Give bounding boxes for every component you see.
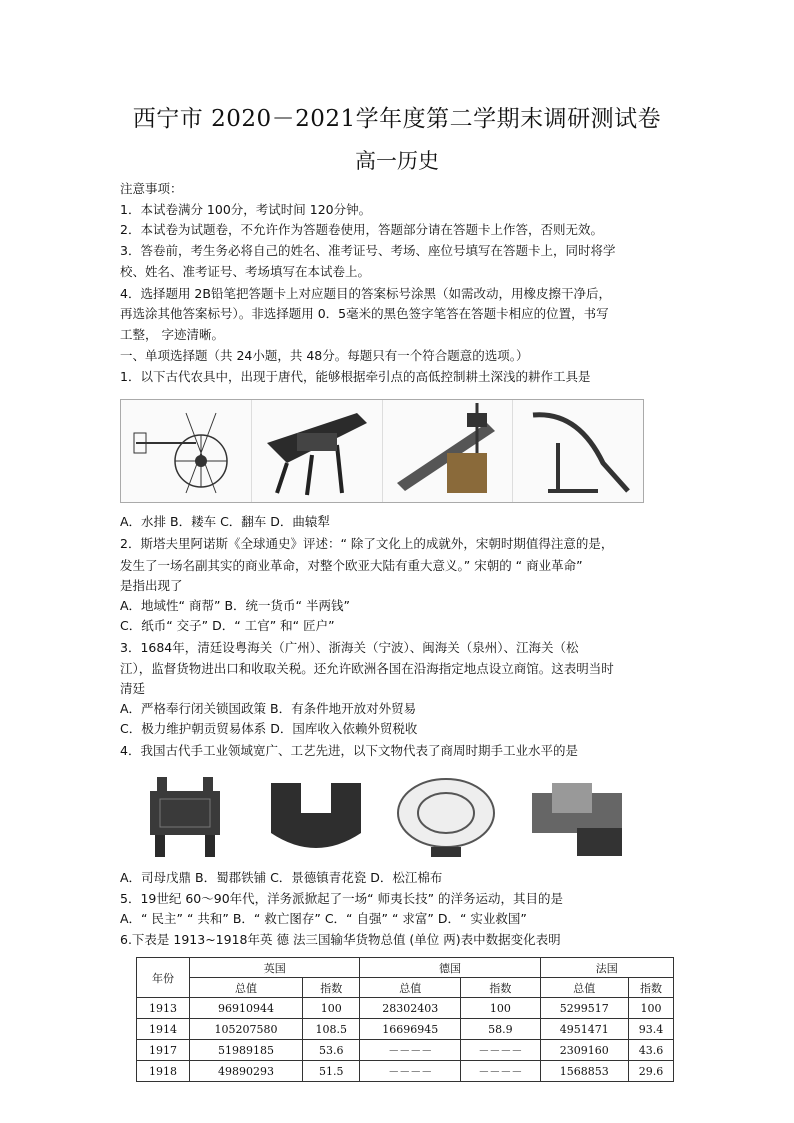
table-cell: 29.6 — [628, 1061, 673, 1082]
q1-image-row — [120, 399, 644, 503]
question-2-option: C．纸币“ 交子” D．“ 工官” 和“ 匠户” — [120, 618, 335, 633]
notice-line: 3．答卷前，考生务必将自己的姓名、准考证号、考场、座位号填写在答题卡上，同时将学 — [120, 243, 616, 258]
table-cell: 51989185 — [190, 1040, 303, 1061]
table-cell: 1913 — [137, 998, 190, 1019]
iron-tool-image — [251, 771, 382, 861]
table-cell: 43.6 — [628, 1040, 673, 1061]
section-title: 一、单项选择题（共 24小题，共 48分。每题只有一个符合题意的选项。） — [120, 348, 529, 363]
table-cell: －－－－ — [461, 1061, 540, 1082]
table-cell: 100 — [461, 998, 540, 1019]
sub-header: 总值 — [190, 978, 303, 998]
water-wheel-image — [121, 400, 252, 502]
table-cell: 4951471 — [540, 1019, 628, 1040]
table-cell: －－－－ — [461, 1040, 540, 1061]
question-5-options: A．“ 民主” “ 共和” B．“ 救亡图存” C．“ 自强” “ 求富” D．“ 实业救国” — [120, 911, 527, 926]
notice-line: 2．本试卷为试题卷，不允许作为答题卷使用，答题部分请在答题卡上作答，否则无效。 — [120, 222, 603, 237]
table-cell: 49890293 — [190, 1061, 303, 1082]
blue-white-porcelain-image — [381, 771, 512, 861]
q4-image-row — [120, 771, 642, 861]
year-header: 年份 — [137, 958, 190, 998]
sub-header: 指数 — [303, 978, 360, 998]
question-2-stem: 发生了一场名副其实的商业革命，对整个欧亚大陆有重大意义。” 宋朝的 “ 商业革命” — [120, 558, 583, 573]
seed-drill-image — [252, 400, 383, 502]
question-3-stem: 江），监督货物进出口和收取关税。还允许欧洲各国在沿海指定地点设立商馆。这表明当时 — [120, 661, 614, 676]
question-1-stem: 1．以下古代农具中，出现于唐代，能够根据牵引点的高低控制耕土深浅的耕作工具是 — [120, 369, 591, 384]
notice-line: 再选涂其他答案标号）。非选择题用 0．5毫米的黑色签字笔答在答题卡相应的位置，书写 — [120, 306, 609, 321]
exam-title: 西宁市 2020－2021学年度第二学期末调研测试卷 — [132, 106, 662, 132]
question-6-stem: 6.下表是 1913~1918年英 德 法三国输华货物总值 (单位 两)表中数据变化表明 — [120, 932, 561, 947]
table-cell: 53.6 — [303, 1040, 360, 1061]
question-2-stem: 是指出现了 — [120, 578, 183, 593]
question-1-options: A．水排 B．耧车 C．翻车 D．曲辕犁 — [120, 514, 330, 529]
country-header: 德国 — [360, 958, 540, 978]
question-3-option: A．严格奉行闭关锁国政策 B．有条件地开放对外贸易 — [120, 701, 417, 716]
curved-plow-image — [513, 400, 643, 502]
question-4-options: A．司母戊鼎 B．蜀郡铁铺 C．景德镇青花瓷 D．松江棉布 — [120, 870, 443, 885]
question-2-stem: 2．斯塔夫里阿诺斯《全球通史》评述：“ 除了文化上的成就外，宋朝时期值得注意的是， — [120, 536, 614, 551]
notice-line: 4．选择题用 2B铅笔把答题卡上对应题目的答案标号涂黑（如需改动，用橡皮擦干净后， — [120, 286, 611, 301]
notice-line: 注意事项： — [120, 181, 183, 196]
table-cell: 105207580 — [190, 1019, 303, 1040]
table-cell: 58.9 — [461, 1019, 540, 1040]
table-cell: 100 — [303, 998, 360, 1019]
table-cell: 96910944 — [190, 998, 303, 1019]
question-3-stem: 清廷 — [120, 681, 146, 696]
table-row — [137, 998, 674, 1019]
table-cell: 5299517 — [540, 998, 628, 1019]
table-cell: 108.5 — [303, 1019, 360, 1040]
sub-header: 总值 — [540, 978, 628, 998]
table-cell: 93.4 — [628, 1019, 673, 1040]
country-header: 法国 — [540, 958, 673, 978]
table-cell: 100 — [628, 998, 673, 1019]
question-5-stem: 5．19世纪 60～90年代，洋务派掀起了一场“ 师夷长技” 的洋务运动，其目的是 — [120, 891, 564, 906]
trade-data-table — [136, 957, 674, 1082]
question-4-stem: 4．我国古代手工业领域宽广、工艺先进，以下文物代表了商周时期手工业水平的是 — [120, 743, 578, 758]
table-cell: 1914 — [137, 1019, 190, 1040]
table-row — [137, 1040, 674, 1061]
bronze-ding-image — [120, 771, 251, 861]
sub-header: 总值 — [360, 978, 461, 998]
table-cell: 28302403 — [360, 998, 461, 1019]
sub-header: 指数 — [461, 978, 540, 998]
square-pallet-chain-pump-image — [383, 400, 514, 502]
cotton-cloth-image — [512, 771, 643, 861]
notice-line: 1．本试卷满分 100分，考试时间 120分钟。 — [120, 202, 372, 217]
notice-line: 工整， 字迹清晰。 — [120, 327, 224, 342]
table-cell: 1568853 — [540, 1061, 628, 1082]
table-cell: 2309160 — [540, 1040, 628, 1061]
notice-line: 校、姓名、准考证号、考场填写在本试卷上。 — [120, 264, 371, 279]
table-cell: 16696945 — [360, 1019, 461, 1040]
question-3-option: C．极力维护朝贡贸易体系 D．国库收入依赖外贸税收 — [120, 721, 418, 736]
country-header: 英国 — [190, 958, 360, 978]
question-3-stem: 3．1684年，清廷设粤海关（广州）、浙海关（宁波）、闽海关（泉州）、江海关（松 — [120, 640, 579, 655]
table-row — [137, 1019, 674, 1040]
table-cell: 1917 — [137, 1040, 190, 1061]
table-cell: 51.5 — [303, 1061, 360, 1082]
table-cell: 1918 — [137, 1061, 190, 1082]
question-2-option: A．地域性“ 商帮” B．统一货币“ 半两钱” — [120, 598, 350, 613]
table-row — [137, 1061, 674, 1082]
exam-subtitle: 高一历史 — [355, 149, 439, 173]
table-cell: －－－－ — [360, 1040, 461, 1061]
table-cell: －－－－ — [360, 1061, 461, 1082]
sub-header: 指数 — [628, 978, 673, 998]
